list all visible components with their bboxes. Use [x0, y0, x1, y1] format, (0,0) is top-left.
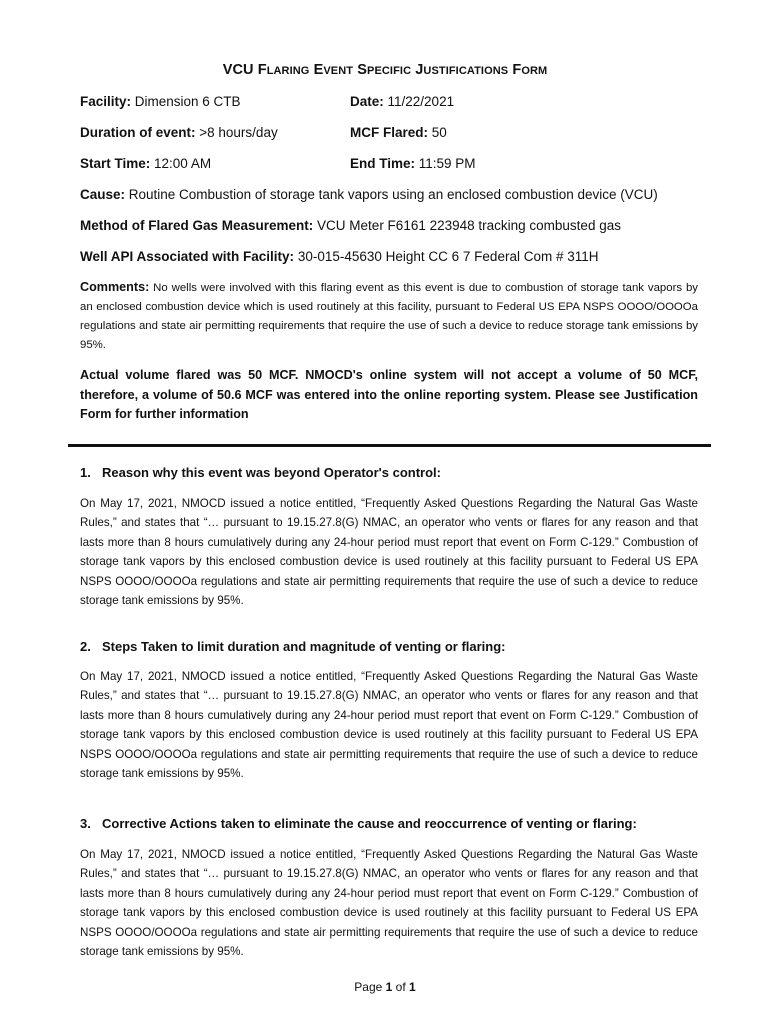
end-time-field: End Time: 11:59 PM	[350, 156, 476, 171]
section-1-body: On May 17, 2021, NMOCD issued a notice entitled, “Frequently Asked Questions Regarding the Natural Gas Waste Rules,” and states that “… pursuant to 19.15.27.8(G) NMAC, an operator who vents or flares for any reason and that lasts more than 8 hours cumulatively during any 24-hour period must report that event on Form C-129.” Combustion of storage tank vapors by this enclosed combustion device is used routinely at this facility pursuant to Federal US EPA NSPS OOOO/OOOOa regulations and state air permitting requirements that require the use of such a device to reduce storage tank emissions by 95%.	[80, 497, 698, 608]
mcf-flared-field: MCF Flared: 50	[350, 125, 447, 140]
measurement-method-field: Method of Flared Gas Measurement: VCU Meter F6161 223948 tracking combusted gas	[80, 218, 621, 233]
date-field: Date: 11/22/2021	[350, 94, 455, 109]
duration-field: Duration of event: >8 hours/day	[80, 125, 278, 140]
cause-field: Cause: Routine Combustion of storage tank vapors using an enclosed combustion device (VCU)	[80, 187, 658, 202]
section-2-heading: 2. Steps Taken to limit duration and magnitude of venting or flaring:	[80, 639, 506, 654]
facility-field: Facility: Dimension 6 CTB	[80, 94, 241, 109]
well-api-field: Well API Associated with Facility: 30-015-45630 Height CC 6 7 Federal Com # 311H	[80, 249, 599, 264]
page-number: Page 1 of 1	[354, 980, 416, 994]
section-3-heading: 3. Corrective Actions taken to eliminate the cause and reoccurrence of venting or flaring:	[80, 816, 637, 831]
section-1-heading: 1. Reason why this event was beyond Operator's control:	[80, 465, 441, 480]
section-divider	[68, 444, 711, 447]
form-title: VCU FLARING EVENT SPECIFIC JUSTIFICATIONS FORM	[222, 62, 548, 78]
start-time-field: Start Time: 12:00 AM	[80, 156, 212, 171]
section-2-body: On May 17, 2021, NMOCD issued a notice entitled, “Frequently Asked Questions Regarding the Natural Gas Waste Rules,” and states that “… pursuant to 19.15.27.8(G) NMAC, an operator who vents or flares for any reason and that lasts more than 8 hours cumulatively during any 24-hour period must report that event on Form C-129.” Combustion of storage tank vapors by this enclosed combustion device is used routinely at this facility pursuant to Federal US EPA NSPS OOOO/OOOOa regulations and state air permitting requirements that require the use of such a device to reduce storage tank emissions by 95%.	[80, 670, 698, 781]
comments-paragraph: Comments: No wells were involved with this flaring event as this event is due to combustion of storage tank vapors by an enclosed combustion device which is used routinely at this facility, pursuant to Federal US EPA NSPS OOOO/OOOOa regulations and state air permitting requirements that require the use of such a device to reduce storage tank emissions by 95%.	[80, 280, 698, 351]
section-3-body: On May 17, 2021, NMOCD issued a notice entitled, “Frequently Asked Questions Regarding the Natural Gas Waste Rules,” and states that “… pursuant to 19.15.27.8(G) NMAC, an operator who vents or flares for any reason and that lasts more than 8 hours cumulatively during any 24-hour period must report that event on Form C-129.” Combustion of storage tank vapors by this enclosed combustion device is used routinely at this facility pursuant to Federal US EPA NSPS OOOO/OOOOa regulations and state air permitting requirements that require the use of such a device to reduce storage tank emissions by 95%.	[80, 848, 698, 959]
volume-notice: Actual volume flared was 50 MCF. NMOCD's online system will not accept a volume of 50 MCF, therefore, a volume of 50.6 MCF was entered into the online reporting system. Please see Justification Form for further information	[80, 368, 698, 421]
